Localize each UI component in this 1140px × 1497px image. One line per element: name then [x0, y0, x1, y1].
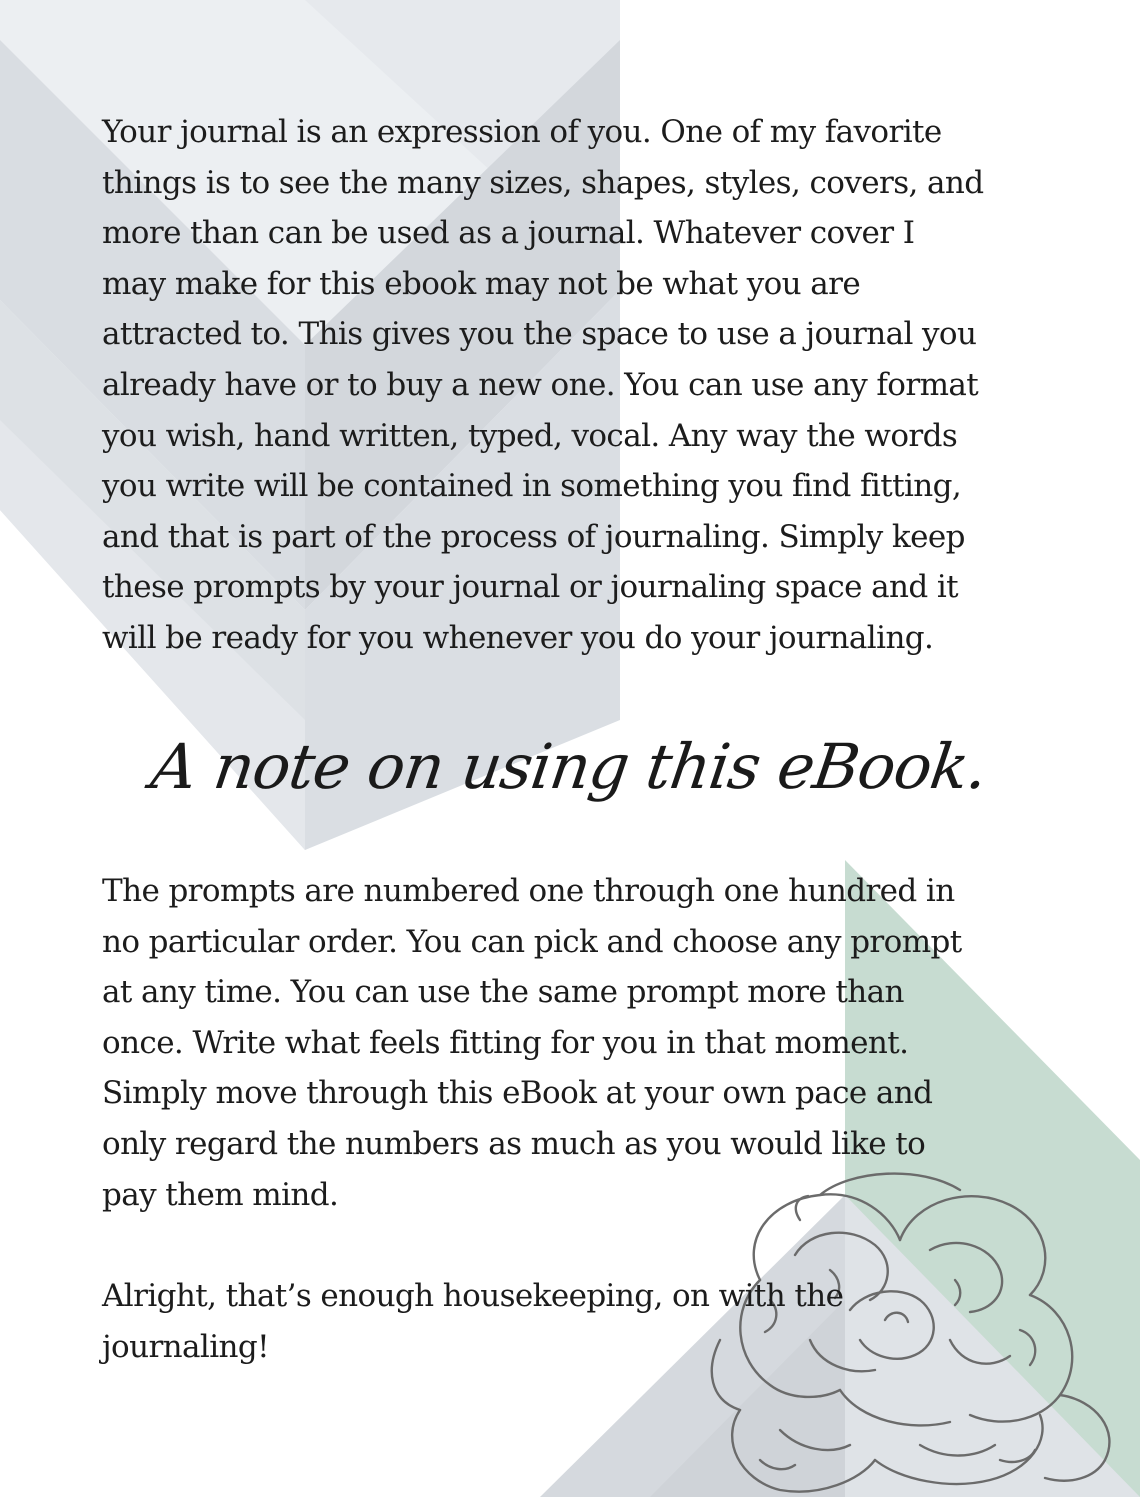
section-heading: A note on using this eBook. [146, 730, 992, 803]
intro-paragraph: Your journal is an expression of you. One of my favorite things is to see the many sizes, shapes, styles, covers, and more than can be used as a journal. Whatever cover I may make for this ebook may not be what you are attracted to. This gives you the space to use a journal you already have or to buy a new one. You can use any format you wish, hand written, typed, vocal. Any way the words you write will be contained in something you find fitting, and that is part of the process of journaling. Simply keep these prompts by your journal or journaling space and it will be ready for you whenever you do your journaling. [102, 114, 984, 656]
closing-paragraph-block [102, 1271, 1062, 1372]
note-paragraph-block [102, 866, 1062, 1220]
note-paragraph: The prompts are numbered one through one hundred in no particular order. You can pick and choose any prompt at any time. You can use the same prompt more than once. Write what feels fitting for you in that moment. Simply move through this eBook at your own pace and only regard the numbers as much as you would like to pay them mind. [102, 873, 962, 1213]
intro-paragraph-block [102, 107, 1062, 664]
closing-paragraph: Alright, that’s enough housekeeping, on with the journaling! [102, 1278, 844, 1365]
